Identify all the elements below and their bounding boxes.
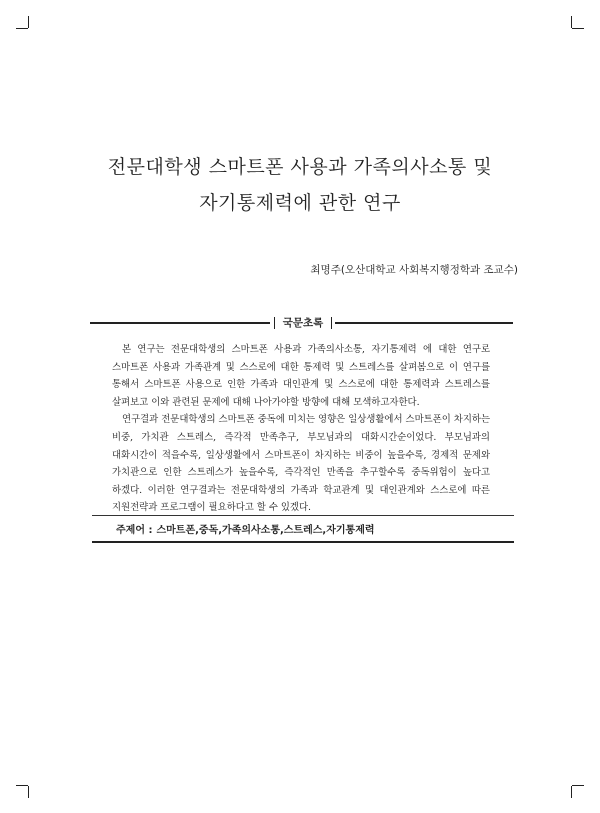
- abstract-heading-rule: [90, 315, 513, 331]
- keywords-label: 주제어 :: [116, 525, 153, 536]
- keywords-line: [116, 521, 375, 536]
- keywords-list: 스마트폰,중독,가족의사소통,스트레스,자기통제력: [156, 525, 375, 536]
- keywords-bottom-rule: [92, 541, 514, 543]
- abstract-paragraph-1: 본 연구는 전문대학생의 스마트폰 사용과 가족의사소통, 자기통제력 에 대한 연구로 스마트폰 사용과 가족관계 및 스스로에 대한 통제력 및 스트레스를 살펴봄으로 이 연구를 통해서 스마트폰 사용으로 인한 가족과 대인관계 및 스스로에 대한 통제력과 스트레스를 살펴보고 이와 관련된 문제에 대해 나아가야할 방향에 대해 모색하고자한다.: [112, 344, 490, 408]
- paper-title-line-1: 전문대학생 스마트폰 사용과 가족의사소통 및: [107, 156, 493, 178]
- rule-right: [335, 322, 513, 324]
- abstract-heading: 국문초록: [272, 315, 334, 331]
- abstract-body: [112, 341, 490, 517]
- rule-left: [90, 322, 270, 324]
- author-affiliation: 최명주(오산대학교 사회복지행정학과 조교수): [310, 264, 518, 276]
- abstract-paragraph-2: 연구결과 전문대학생의 스마트폰 중독에 미치는 영향은 일상생활에서 스마트폰이 차지하는 비중, 가치관 스트레스, 즉각적 만족추구, 부모님과의 대화시간순이었다. 부모님과의 대화시간이 적을수록, 일상생활에서 스마트폰이 차지하는 비중이 높을수록, 경제적 문제와 가치관으로 인한 스트레스가 높을수록, 즉각적인 만족을 추구할수록 중독위험이 높다고 하겠다. 이러한 연구결과는 전문대학생의 가족과 학교관계 및 대인관계와 스스로에 따른 지원전략과 프로그램이 필요하다고 할 수 있겠다.: [112, 414, 490, 514]
- keywords-top-rule: [92, 515, 514, 516]
- paper-title-line-2: 자기통제력에 관한 연구: [199, 192, 401, 214]
